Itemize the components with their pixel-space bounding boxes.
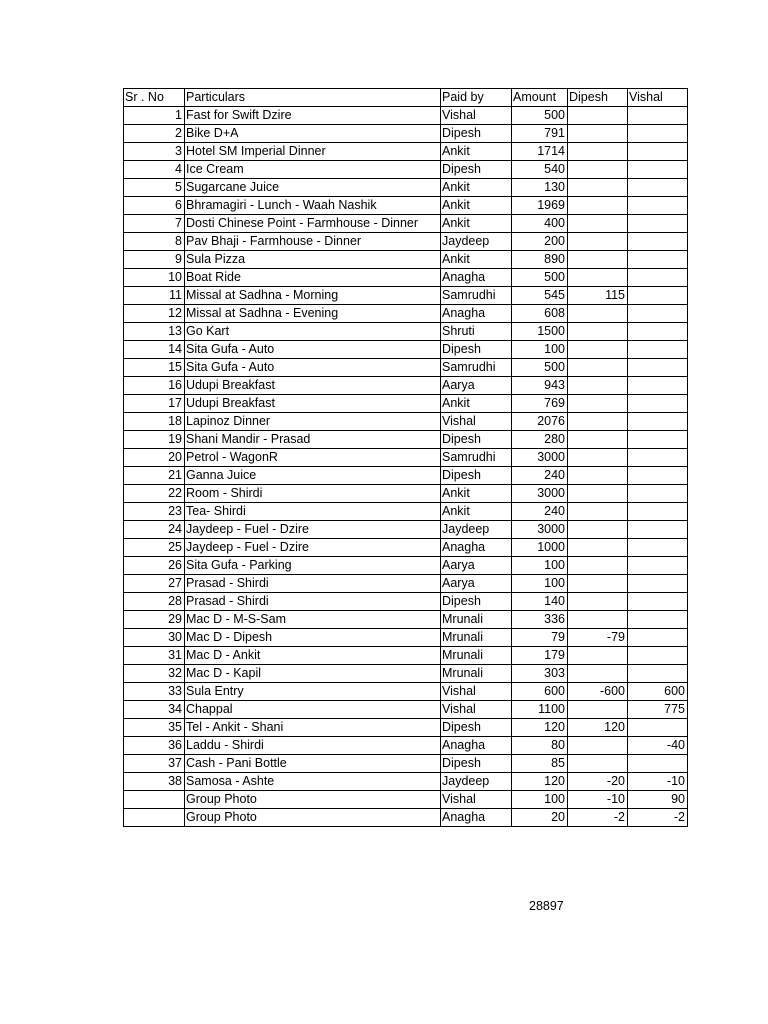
cell-amount: 280 — [512, 431, 568, 449]
cell-particulars: Shani Mandir - Prasad — [185, 431, 441, 449]
table-row — [124, 197, 688, 215]
cell-amount: 500 — [512, 107, 568, 125]
cell-paid-by: Mrunali — [441, 647, 512, 665]
cell-paid-by: Ankit — [441, 143, 512, 161]
table-row — [124, 593, 688, 611]
table-row — [124, 503, 688, 521]
cell-vishal — [628, 503, 688, 521]
cell-amount: 3000 — [512, 449, 568, 467]
table-row — [124, 413, 688, 431]
cell-sr-no: 12 — [124, 305, 185, 323]
cell-paid-by: Dipesh — [441, 431, 512, 449]
cell-vishal — [628, 287, 688, 305]
cell-paid-by: Anagha — [441, 539, 512, 557]
cell-particulars: Lapinoz Dinner — [185, 413, 441, 431]
cell-particulars: Sita Gufa - Auto — [185, 359, 441, 377]
cell-particulars: Jaydeep - Fuel - Dzire — [185, 521, 441, 539]
cell-vishal — [628, 575, 688, 593]
cell-amount: 1000 — [512, 539, 568, 557]
cell-paid-by: Samrudhi — [441, 287, 512, 305]
cell-dipesh: -20 — [568, 773, 628, 791]
cell-paid-by: Vishal — [441, 701, 512, 719]
cell-amount: 20 — [512, 809, 568, 827]
cell-sr-no: 30 — [124, 629, 185, 647]
cell-vishal — [628, 233, 688, 251]
cell-sr-no: 5 — [124, 179, 185, 197]
cell-amount: 303 — [512, 665, 568, 683]
cell-vishal — [628, 431, 688, 449]
cell-dipesh — [568, 215, 628, 233]
cell-vishal — [628, 377, 688, 395]
cell-particulars: Fast for Swift Dzire — [185, 107, 441, 125]
cell-sr-no: 29 — [124, 611, 185, 629]
cell-dipesh: -600 — [568, 683, 628, 701]
cell-paid-by: Jaydeep — [441, 233, 512, 251]
cell-particulars: Sita Gufa - Auto — [185, 341, 441, 359]
cell-amount: 336 — [512, 611, 568, 629]
table-row — [124, 395, 688, 413]
table-row — [124, 719, 688, 737]
cell-amount: 3000 — [512, 521, 568, 539]
cell-vishal — [628, 341, 688, 359]
cell-dipesh — [568, 467, 628, 485]
cell-sr-no: 35 — [124, 719, 185, 737]
cell-vishal: -2 — [628, 809, 688, 827]
cell-vishal — [628, 413, 688, 431]
cell-particulars: Group Photo — [185, 809, 441, 827]
cell-vishal — [628, 755, 688, 773]
cell-particulars: Prasad - Shirdi — [185, 575, 441, 593]
cell-dipesh — [568, 647, 628, 665]
table-row — [124, 179, 688, 197]
cell-paid-by: Dipesh — [441, 719, 512, 737]
cell-paid-by: Dipesh — [441, 755, 512, 773]
table-row — [124, 611, 688, 629]
cell-dipesh — [568, 485, 628, 503]
cell-paid-by: Anagha — [441, 737, 512, 755]
table-row — [124, 251, 688, 269]
cell-particulars: Chappal — [185, 701, 441, 719]
table-row — [124, 629, 688, 647]
cell-vishal — [628, 647, 688, 665]
cell-particulars: Jaydeep - Fuel - Dzire — [185, 539, 441, 557]
expense-table — [123, 88, 688, 827]
cell-sr-no: 9 — [124, 251, 185, 269]
cell-particulars: Bike D+A — [185, 125, 441, 143]
cell-paid-by: Aarya — [441, 575, 512, 593]
cell-sr-no: 17 — [124, 395, 185, 413]
table-row — [124, 539, 688, 557]
cell-paid-by: Ankit — [441, 197, 512, 215]
cell-amount: 400 — [512, 215, 568, 233]
cell-paid-by: Jaydeep — [441, 773, 512, 791]
table-row — [124, 341, 688, 359]
cell-paid-by: Jaydeep — [441, 521, 512, 539]
cell-amount: 1100 — [512, 701, 568, 719]
header-vishal: Vishal — [628, 89, 688, 107]
cell-sr-no: 16 — [124, 377, 185, 395]
cell-sr-no: 31 — [124, 647, 185, 665]
cell-particulars: Sula Entry — [185, 683, 441, 701]
table-row — [124, 737, 688, 755]
cell-vishal — [628, 521, 688, 539]
cell-sr-no: 1 — [124, 107, 185, 125]
cell-dipesh — [568, 323, 628, 341]
table-row — [124, 359, 688, 377]
cell-amount: 1714 — [512, 143, 568, 161]
cell-amount: 3000 — [512, 485, 568, 503]
cell-amount: 140 — [512, 593, 568, 611]
cell-particulars: Udupi Breakfast — [185, 377, 441, 395]
cell-dipesh — [568, 755, 628, 773]
cell-vishal — [628, 107, 688, 125]
cell-dipesh — [568, 539, 628, 557]
cell-paid-by: Aarya — [441, 557, 512, 575]
cell-vishal — [628, 629, 688, 647]
cell-vishal — [628, 143, 688, 161]
cell-vishal — [628, 215, 688, 233]
cell-sr-no: 27 — [124, 575, 185, 593]
cell-amount: 943 — [512, 377, 568, 395]
table-row — [124, 125, 688, 143]
cell-sr-no: 28 — [124, 593, 185, 611]
cell-dipesh — [568, 143, 628, 161]
cell-vishal — [628, 359, 688, 377]
cell-dipesh — [568, 395, 628, 413]
cell-particulars: Mac D - Ankit — [185, 647, 441, 665]
cell-vishal: -10 — [628, 773, 688, 791]
cell-vishal: 600 — [628, 683, 688, 701]
cell-sr-no: 2 — [124, 125, 185, 143]
cell-dipesh: -2 — [568, 809, 628, 827]
cell-paid-by: Mrunali — [441, 665, 512, 683]
cell-particulars: Sita Gufa - Parking — [185, 557, 441, 575]
header-dipesh: Dipesh — [568, 89, 628, 107]
cell-vishal — [628, 449, 688, 467]
table-row — [124, 791, 688, 809]
cell-dipesh — [568, 701, 628, 719]
cell-paid-by: Dipesh — [441, 467, 512, 485]
cell-sr-no: 20 — [124, 449, 185, 467]
cell-amount: 791 — [512, 125, 568, 143]
cell-sr-no — [124, 791, 185, 809]
cell-dipesh — [568, 107, 628, 125]
cell-dipesh — [568, 449, 628, 467]
cell-dipesh: 115 — [568, 287, 628, 305]
cell-paid-by: Dipesh — [441, 593, 512, 611]
cell-dipesh: -10 — [568, 791, 628, 809]
cell-paid-by: Vishal — [441, 413, 512, 431]
cell-sr-no: 21 — [124, 467, 185, 485]
cell-sr-no: 32 — [124, 665, 185, 683]
cell-particulars: Ice Cream — [185, 161, 441, 179]
cell-vishal — [628, 305, 688, 323]
table-row — [124, 701, 688, 719]
cell-dipesh — [568, 611, 628, 629]
cell-sr-no: 34 — [124, 701, 185, 719]
cell-sr-no: 14 — [124, 341, 185, 359]
cell-dipesh — [568, 557, 628, 575]
cell-sr-no: 22 — [124, 485, 185, 503]
cell-vishal — [628, 557, 688, 575]
cell-particulars: Boat Ride — [185, 269, 441, 287]
cell-particulars: Samosa - Ashte — [185, 773, 441, 791]
cell-paid-by: Vishal — [441, 107, 512, 125]
table-row — [124, 305, 688, 323]
header-paid-by: Paid by — [441, 89, 512, 107]
cell-vishal — [628, 665, 688, 683]
cell-sr-no: 3 — [124, 143, 185, 161]
cell-amount: 179 — [512, 647, 568, 665]
cell-vishal — [628, 251, 688, 269]
cell-vishal — [628, 395, 688, 413]
cell-vishal — [628, 593, 688, 611]
cell-vishal — [628, 539, 688, 557]
cell-dipesh — [568, 521, 628, 539]
cell-particulars: Mac D - M-S-Sam — [185, 611, 441, 629]
cell-vishal — [628, 467, 688, 485]
table-row — [124, 161, 688, 179]
table-row — [124, 449, 688, 467]
cell-dipesh — [568, 179, 628, 197]
cell-dipesh — [568, 359, 628, 377]
cell-particulars: Udupi Breakfast — [185, 395, 441, 413]
cell-particulars: Prasad - Shirdi — [185, 593, 441, 611]
cell-amount: 540 — [512, 161, 568, 179]
cell-particulars: Laddu - Shirdi — [185, 737, 441, 755]
cell-amount: 200 — [512, 233, 568, 251]
cell-particulars: Sugarcane Juice — [185, 179, 441, 197]
cell-particulars: Bhramagiri - Lunch - Waah Nashik — [185, 197, 441, 215]
cell-sr-no: 36 — [124, 737, 185, 755]
cell-dipesh — [568, 593, 628, 611]
cell-sr-no: 26 — [124, 557, 185, 575]
expense-rows — [124, 107, 688, 827]
cell-vishal: 775 — [628, 701, 688, 719]
cell-amount: 769 — [512, 395, 568, 413]
cell-dipesh — [568, 413, 628, 431]
cell-dipesh — [568, 503, 628, 521]
table-row — [124, 665, 688, 683]
cell-sr-no: 23 — [124, 503, 185, 521]
cell-dipesh — [568, 305, 628, 323]
cell-dipesh — [568, 431, 628, 449]
cell-sr-no: 11 — [124, 287, 185, 305]
cell-amount: 1969 — [512, 197, 568, 215]
cell-sr-no: 37 — [124, 755, 185, 773]
cell-sr-no: 13 — [124, 323, 185, 341]
cell-amount: 100 — [512, 557, 568, 575]
table-row — [124, 377, 688, 395]
cell-paid-by: Samrudhi — [441, 359, 512, 377]
cell-dipesh: 120 — [568, 719, 628, 737]
cell-amount: 85 — [512, 755, 568, 773]
cell-vishal: -40 — [628, 737, 688, 755]
cell-particulars: Mac D - Kapil — [185, 665, 441, 683]
cell-dipesh — [568, 269, 628, 287]
cell-amount: 240 — [512, 467, 568, 485]
cell-vishal — [628, 161, 688, 179]
cell-dipesh — [568, 575, 628, 593]
cell-paid-by: Vishal — [441, 683, 512, 701]
cell-amount: 608 — [512, 305, 568, 323]
cell-paid-by: Ankit — [441, 251, 512, 269]
table-row — [124, 467, 688, 485]
table-row — [124, 431, 688, 449]
cell-sr-no: 19 — [124, 431, 185, 449]
cell-paid-by: Aarya — [441, 377, 512, 395]
cell-sr-no: 7 — [124, 215, 185, 233]
cell-dipesh — [568, 377, 628, 395]
table-row — [124, 809, 688, 827]
table-row — [124, 521, 688, 539]
cell-sr-no: 18 — [124, 413, 185, 431]
cell-amount: 2076 — [512, 413, 568, 431]
cell-particulars: Missal at Sadhna - Evening — [185, 305, 441, 323]
cell-paid-by: Anagha — [441, 269, 512, 287]
cell-paid-by: Ankit — [441, 485, 512, 503]
cell-amount: 120 — [512, 719, 568, 737]
cell-dipesh — [568, 161, 628, 179]
header-particulars: Particulars — [185, 89, 441, 107]
cell-amount: 100 — [512, 791, 568, 809]
cell-paid-by: Dipesh — [441, 341, 512, 359]
table-row — [124, 107, 688, 125]
cell-vishal — [628, 125, 688, 143]
header-amount: Amount — [512, 89, 568, 107]
cell-amount: 100 — [512, 575, 568, 593]
cell-paid-by: Shruti — [441, 323, 512, 341]
cell-vishal: 90 — [628, 791, 688, 809]
header-row — [124, 89, 688, 107]
cell-amount: 80 — [512, 737, 568, 755]
table-row — [124, 323, 688, 341]
cell-paid-by: Dipesh — [441, 125, 512, 143]
cell-paid-by: Vishal — [441, 791, 512, 809]
cell-sr-no: 4 — [124, 161, 185, 179]
cell-dipesh — [568, 251, 628, 269]
cell-sr-no: 6 — [124, 197, 185, 215]
cell-particulars: Sula Pizza — [185, 251, 441, 269]
cell-particulars: Tel - Ankit - Shani — [185, 719, 441, 737]
cell-paid-by: Mrunali — [441, 629, 512, 647]
table-row — [124, 233, 688, 251]
table-row — [124, 755, 688, 773]
cell-amount: 600 — [512, 683, 568, 701]
cell-vishal — [628, 611, 688, 629]
cell-sr-no: 15 — [124, 359, 185, 377]
table-row — [124, 269, 688, 287]
cell-dipesh — [568, 197, 628, 215]
cell-particulars: Hotel SM Imperial Dinner — [185, 143, 441, 161]
cell-paid-by: Ankit — [441, 503, 512, 521]
cell-paid-by: Anagha — [441, 305, 512, 323]
cell-sr-no: 38 — [124, 773, 185, 791]
cell-vishal — [628, 179, 688, 197]
cell-particulars: Mac D - Dipesh — [185, 629, 441, 647]
table-row — [124, 485, 688, 503]
cell-paid-by: Mrunali — [441, 611, 512, 629]
cell-amount: 545 — [512, 287, 568, 305]
cell-dipesh: -79 — [568, 629, 628, 647]
cell-dipesh — [568, 737, 628, 755]
cell-paid-by: Ankit — [441, 395, 512, 413]
cell-vishal — [628, 719, 688, 737]
cell-dipesh — [568, 341, 628, 359]
cell-amount: 500 — [512, 269, 568, 287]
cell-sr-no — [124, 809, 185, 827]
cell-sr-no: 10 — [124, 269, 185, 287]
cell-paid-by: Ankit — [441, 215, 512, 233]
table-row — [124, 575, 688, 593]
cell-amount: 100 — [512, 341, 568, 359]
table-row — [124, 557, 688, 575]
cell-vishal — [628, 323, 688, 341]
table-row — [124, 287, 688, 305]
cell-vishal — [628, 269, 688, 287]
header-sr-no: Sr . No — [124, 89, 185, 107]
cell-particulars: Dosti Chinese Point - Farmhouse - Dinner — [185, 215, 441, 233]
table-row — [124, 683, 688, 701]
cell-amount: 500 — [512, 359, 568, 377]
cell-vishal — [628, 485, 688, 503]
cell-dipesh — [568, 125, 628, 143]
cell-sr-no: 25 — [124, 539, 185, 557]
cell-paid-by: Dipesh — [441, 161, 512, 179]
cell-particulars: Cash - Pani Bottle — [185, 755, 441, 773]
cell-amount: 240 — [512, 503, 568, 521]
total-amount: 28897 — [529, 899, 564, 913]
table-row — [124, 215, 688, 233]
cell-amount: 1500 — [512, 323, 568, 341]
cell-sr-no: 33 — [124, 683, 185, 701]
cell-amount: 130 — [512, 179, 568, 197]
cell-particulars: Ganna Juice — [185, 467, 441, 485]
cell-particulars: Go Kart — [185, 323, 441, 341]
cell-amount: 79 — [512, 629, 568, 647]
table-row — [124, 773, 688, 791]
cell-particulars: Missal at Sadhna - Morning — [185, 287, 441, 305]
cell-particulars: Petrol - WagonR — [185, 449, 441, 467]
cell-paid-by: Samrudhi — [441, 449, 512, 467]
cell-particulars: Group Photo — [185, 791, 441, 809]
cell-dipesh — [568, 665, 628, 683]
table-row — [124, 143, 688, 161]
table-row — [124, 647, 688, 665]
cell-vishal — [628, 197, 688, 215]
cell-amount: 890 — [512, 251, 568, 269]
cell-paid-by: Anagha — [441, 809, 512, 827]
cell-dipesh — [568, 233, 628, 251]
cell-particulars: Room - Shirdi — [185, 485, 441, 503]
cell-amount: 120 — [512, 773, 568, 791]
cell-particulars: Tea- Shirdi — [185, 503, 441, 521]
cell-paid-by: Ankit — [441, 179, 512, 197]
cell-sr-no: 24 — [124, 521, 185, 539]
cell-sr-no: 8 — [124, 233, 185, 251]
cell-particulars: Pav Bhaji - Farmhouse - Dinner — [185, 233, 441, 251]
